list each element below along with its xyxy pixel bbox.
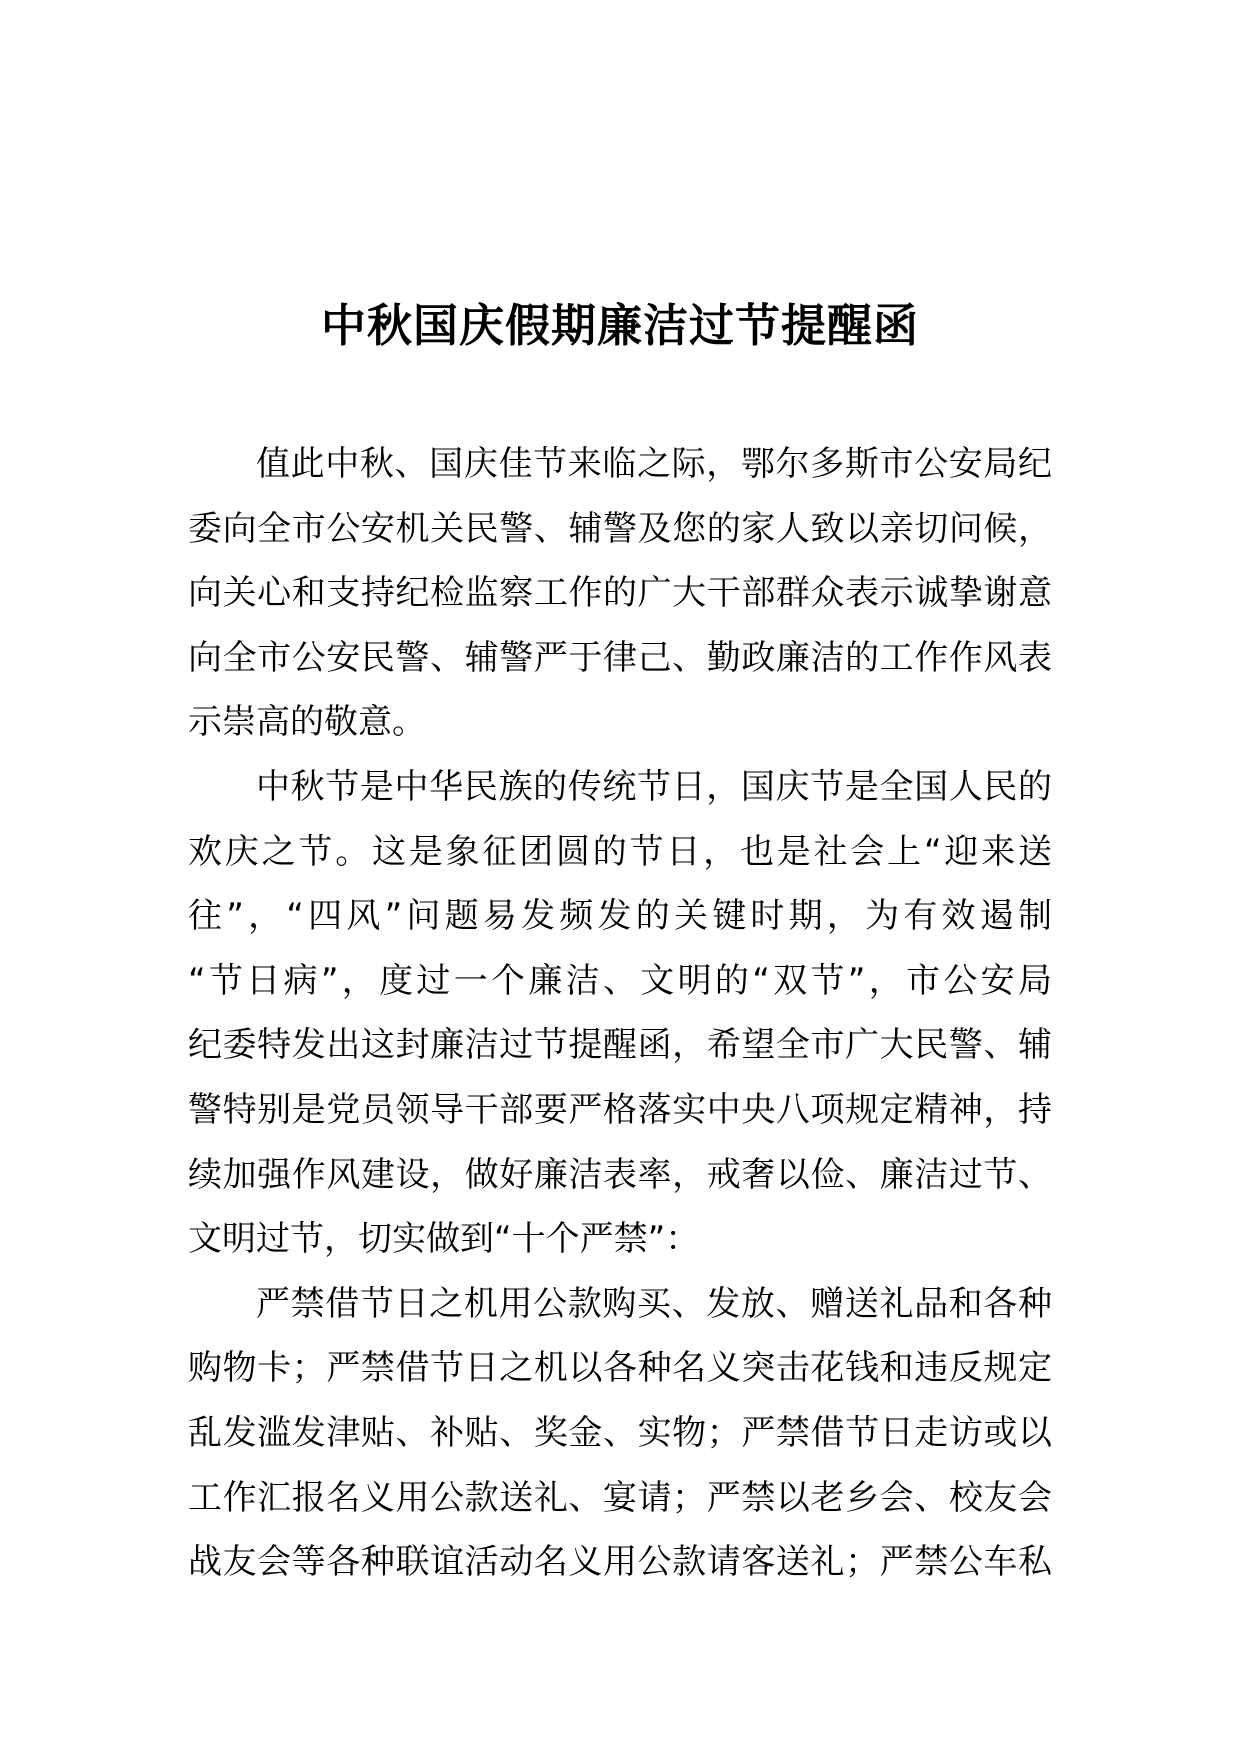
body-line: 中秋节是中华民族的传统节日，国庆节是全国人民的 (256, 766, 1052, 807)
body-line: 往”，“四风”问题易发频发的关键时期，为有效遏制 (188, 896, 1052, 937)
body-line: 续加强作风建设，做好廉洁表率，戒奢以俭、廉洁过节、 (188, 1154, 1052, 1195)
body-line: 购物卡；严禁借节日之机以各种名义突击花钱和违反规定 (188, 1348, 1052, 1389)
body-line: 纪委特发出这封廉洁过节提醒函，希望全市广大民警、辅 (188, 1025, 1052, 1066)
body-line: 严禁借节日之机用公款购买、发放、赠送礼品和各种 (256, 1283, 1052, 1324)
body-line: 欢庆之节。这是象征团圆的节日，也是社会上“迎来送 (188, 831, 1052, 872)
body-line: 战友会等各种联谊活动名义用公款请客送礼；严禁公车私 (188, 1542, 1052, 1583)
body-line: “节日病”，度过一个廉洁、文明的“双节”，市公安局 (188, 960, 1052, 1001)
body-line: 工作汇报名义用公款送礼、宴请；严禁以老乡会、校友会 (188, 1477, 1052, 1518)
body-line: 示崇高的敬意。 (188, 702, 426, 743)
document-title: 中秋国庆假期廉洁过节提醒函 (320, 299, 919, 352)
body-line: 值此中秋、国庆佳节来临之际，鄂尔多斯市公安局纪 (256, 444, 1052, 484)
document-body (188, 432, 1052, 1595)
body-line: 向全市公安民警、辅警严于律己、勤政廉洁的工作作风表 (188, 637, 1052, 678)
body-line: 警特别是党员领导干部要严格落实中央八项规定精神，持 (188, 1089, 1052, 1130)
body-line: 委向全市公安机关民警、辅警及您的家人致以亲切问候， (188, 508, 1052, 549)
body-line: 文明过节，切实做到“十个严禁”： (188, 1219, 700, 1260)
body-line: 向关心和支持纪检监察工作的广大干部群众表示诚挚谢意 (188, 573, 1052, 614)
body-line: 乱发滥发津贴、补贴、奖金、实物；严禁借节日走访或以 (188, 1412, 1052, 1453)
